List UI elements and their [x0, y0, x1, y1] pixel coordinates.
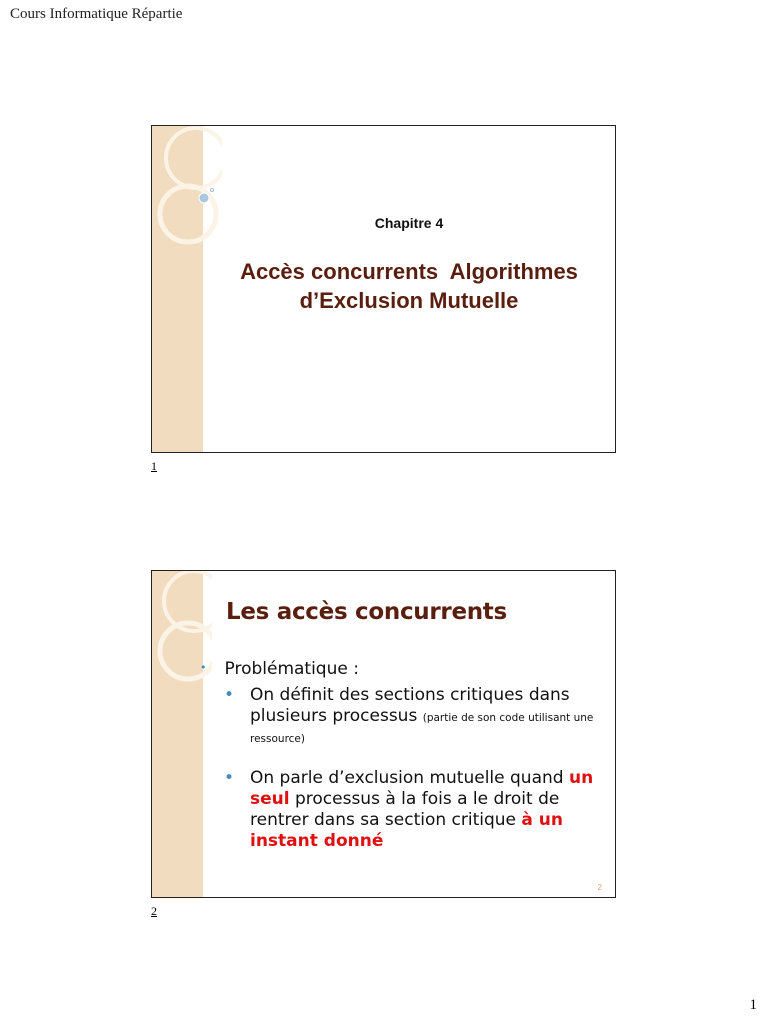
bullet-text: Problématique : [224, 659, 359, 679]
slide-1 [151, 125, 616, 453]
document-header: Cours Informatique Répartie [10, 6, 183, 22]
title-line-1: Accès concurrents Algorithmes [240, 259, 578, 284]
slide-1-number: 1 [151, 459, 157, 473]
sub-bullet-2-emphasis-2: à un instant donné [250, 810, 564, 851]
sub-bullet-1-main: On définit des sections critiques dans plusieurs processus [250, 685, 570, 726]
chapter-label: Chapitre 4 [374, 215, 444, 231]
page-number: 1 [749, 997, 757, 1013]
sub-bullet-1-text [250, 685, 594, 748]
sub-bullet-2-part-b: processus à la fois a le droit de rentrer dans sa section critique [250, 789, 560, 830]
bullet-dot-icon: • [224, 685, 235, 705]
bullet-problematique [200, 659, 359, 679]
sub-bullet-2 [224, 768, 594, 852]
sub-bullet-2-emphasis-1: un seul [250, 768, 594, 809]
bullet-dot-icon: • [224, 768, 235, 788]
slide-corner-number: 2 [597, 883, 602, 892]
slide-1-title [203, 257, 615, 315]
slide-2-number: 2 [151, 904, 157, 918]
decorative-circles-icon [152, 571, 212, 897]
sub-bullet-1-note: (partie de son code utilisant une ressource) [250, 712, 594, 745]
slide-decoration-band [152, 126, 203, 452]
bullet-dot-icon: • [200, 661, 207, 674]
sub-bullet-1 [224, 685, 594, 748]
slide-2 [151, 570, 616, 898]
sub-bullet-2-part-a: On parle d’exclusion mutuelle quand [250, 768, 569, 788]
slide-2-title: Les accès concurrents [226, 599, 507, 625]
slide-decoration-band [152, 571, 203, 897]
sub-bullet-2-text [250, 768, 594, 852]
title-line-2: d’Exclusion Mutuelle [299, 288, 519, 313]
